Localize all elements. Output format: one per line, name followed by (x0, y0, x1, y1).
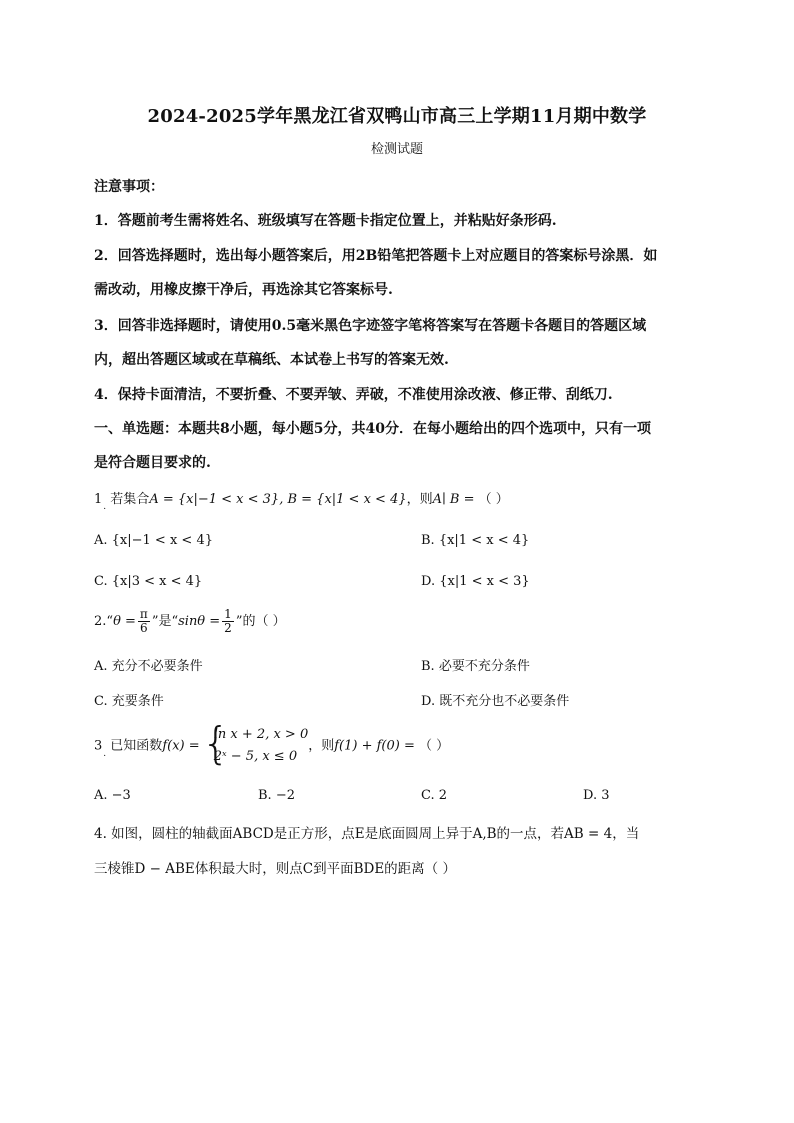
question-1-number: 1 (94, 492, 103, 507)
question-4-line-1: 4. 如图，圆柱的轴截面ABCD是正方形，点E是底面圆周上异于A,B的一点，若AB = 4，当 (94, 826, 640, 842)
question-3: $3_.$ 已知函数f(x) = { ln x + 2, x > 0 2ˣ − 5, x ≤ 0 ，则f(1) + f(0) = （ ） (94, 718, 450, 769)
question-2-option-d: D. 既不充分也不必要条件 (421, 694, 570, 709)
question-2-option-b: B. 必要不充分条件 (421, 659, 530, 674)
question-3-piecewise (201, 718, 309, 769)
note-item-2-line-2: 需改动，用橡皮擦干净后，再选涂其它答案标号. (94, 282, 393, 298)
question-2-tail: ”的（ ） (235, 614, 286, 629)
section-1-desc-text: 本题共8小题，每小题5分，共40分．在每小题给出的四个选项中，只有一项 (178, 421, 651, 437)
fraction-numerator: π (139, 607, 148, 621)
question-3-option-b: B. −2 (258, 788, 295, 803)
question-3-fx: f(x) = (162, 738, 200, 754)
fraction-denominator: 6 (140, 621, 148, 635)
fraction-denominator: 2 (224, 621, 232, 635)
question-2-theta: θ = (113, 614, 136, 629)
question-3-number: 3 (94, 738, 103, 754)
question-3-option-c: C. 2 (421, 788, 448, 803)
question-3-mid: ，则 (308, 738, 335, 754)
question-2-mid: ”是“ (151, 614, 179, 629)
note-item-3-line-1: 3．回答非选择题时，请使用0.5毫米黑色字迹签字笔将答案写在答题卡各题目的答题区域 (94, 318, 647, 334)
question-2-sin: sinθ = (178, 614, 221, 629)
question-1-mid: ，则 (406, 492, 433, 507)
question-1-expr: A∣ B = (432, 492, 475, 507)
note-item-3-line-2: 内，超出答题区域或在草稿纸、本试卷上书写的答案无效. (94, 352, 449, 368)
note-item-4: 4．保持卡面清洁，不要折叠、不要弄皱、弄破，不准使用涂改液、修正带、刮纸刀. (94, 387, 613, 403)
question-3-option-a: A. −3 (94, 788, 131, 803)
section-1-heading: 一、单选题： (94, 421, 178, 437)
question-1: $1_.$ 若集合A = {x|−1 < x < 3}, B = {x|1 < x < 4}，则A∣ B = （ ） (94, 492, 509, 512)
question-2-open-quote: “ (106, 614, 114, 629)
question-2-option-a: A. 充分不必要条件 (94, 659, 203, 674)
fraction-numerator: 1 (224, 607, 232, 621)
section-1-desc-line-1 (94, 418, 651, 438)
left-brace-icon: { (201, 718, 230, 769)
note-item-1: 1．答题前考生需将姓名、班级填写在答题卡指定位置上，并粘贴好条形码. (94, 213, 557, 229)
note-item-2-line-1: 2．回答选择题时，选出每小题答案后，用2B铅笔把答题卡上对应题目的答案标号涂黑．如 (94, 248, 658, 264)
question-3-option-d: D. 3 (583, 788, 610, 803)
question-3-expr: f(1) + f(0) = (334, 738, 415, 754)
question-1-sets: A = {x|−1 < x < 3}, B = {x|1 < x < 4} (149, 492, 407, 507)
question-2-option-c: C. 充要条件 (94, 694, 164, 709)
question-3-case-2: 2ˣ − 5, x ≤ 0 (213, 749, 298, 764)
section-1-desc-line-2: 是符合题目要求的. (94, 455, 211, 471)
question-1-option-d: D. {x|1 < x < 3} (421, 574, 530, 589)
question-1-option-c: C. {x|3 < x < 4} (94, 574, 203, 589)
question-3-prefix: 已知函数 (110, 738, 163, 754)
question-1-prefix: 若集合 (110, 492, 150, 507)
question-1-option-b: B. {x|1 < x < 4} (421, 533, 530, 548)
question-2-fraction-1-2 (222, 608, 234, 635)
page-subtitle: 检测试题 (370, 142, 423, 157)
question-4-line-2: 三棱锥D − ABE体积最大时，则点C到平面BDE的距离（ ） (94, 861, 456, 877)
question-3-case-1: ln x + 2, x > 0 (213, 727, 309, 742)
question-2 (94, 608, 286, 635)
page-title: 2024-2025学年黑龙江省双鸭山市高三上学期11月期中数学 (147, 106, 647, 127)
notes-heading: 注意事项： (94, 179, 164, 195)
question-2-number: 2. (94, 614, 107, 629)
question-2-fraction-pi-6 (138, 608, 150, 635)
question-1-option-a: A. {x|−1 < x < 4} (94, 533, 213, 548)
question-1-blank: （ ） (478, 492, 509, 507)
question-3-blank: （ ） (419, 738, 450, 754)
